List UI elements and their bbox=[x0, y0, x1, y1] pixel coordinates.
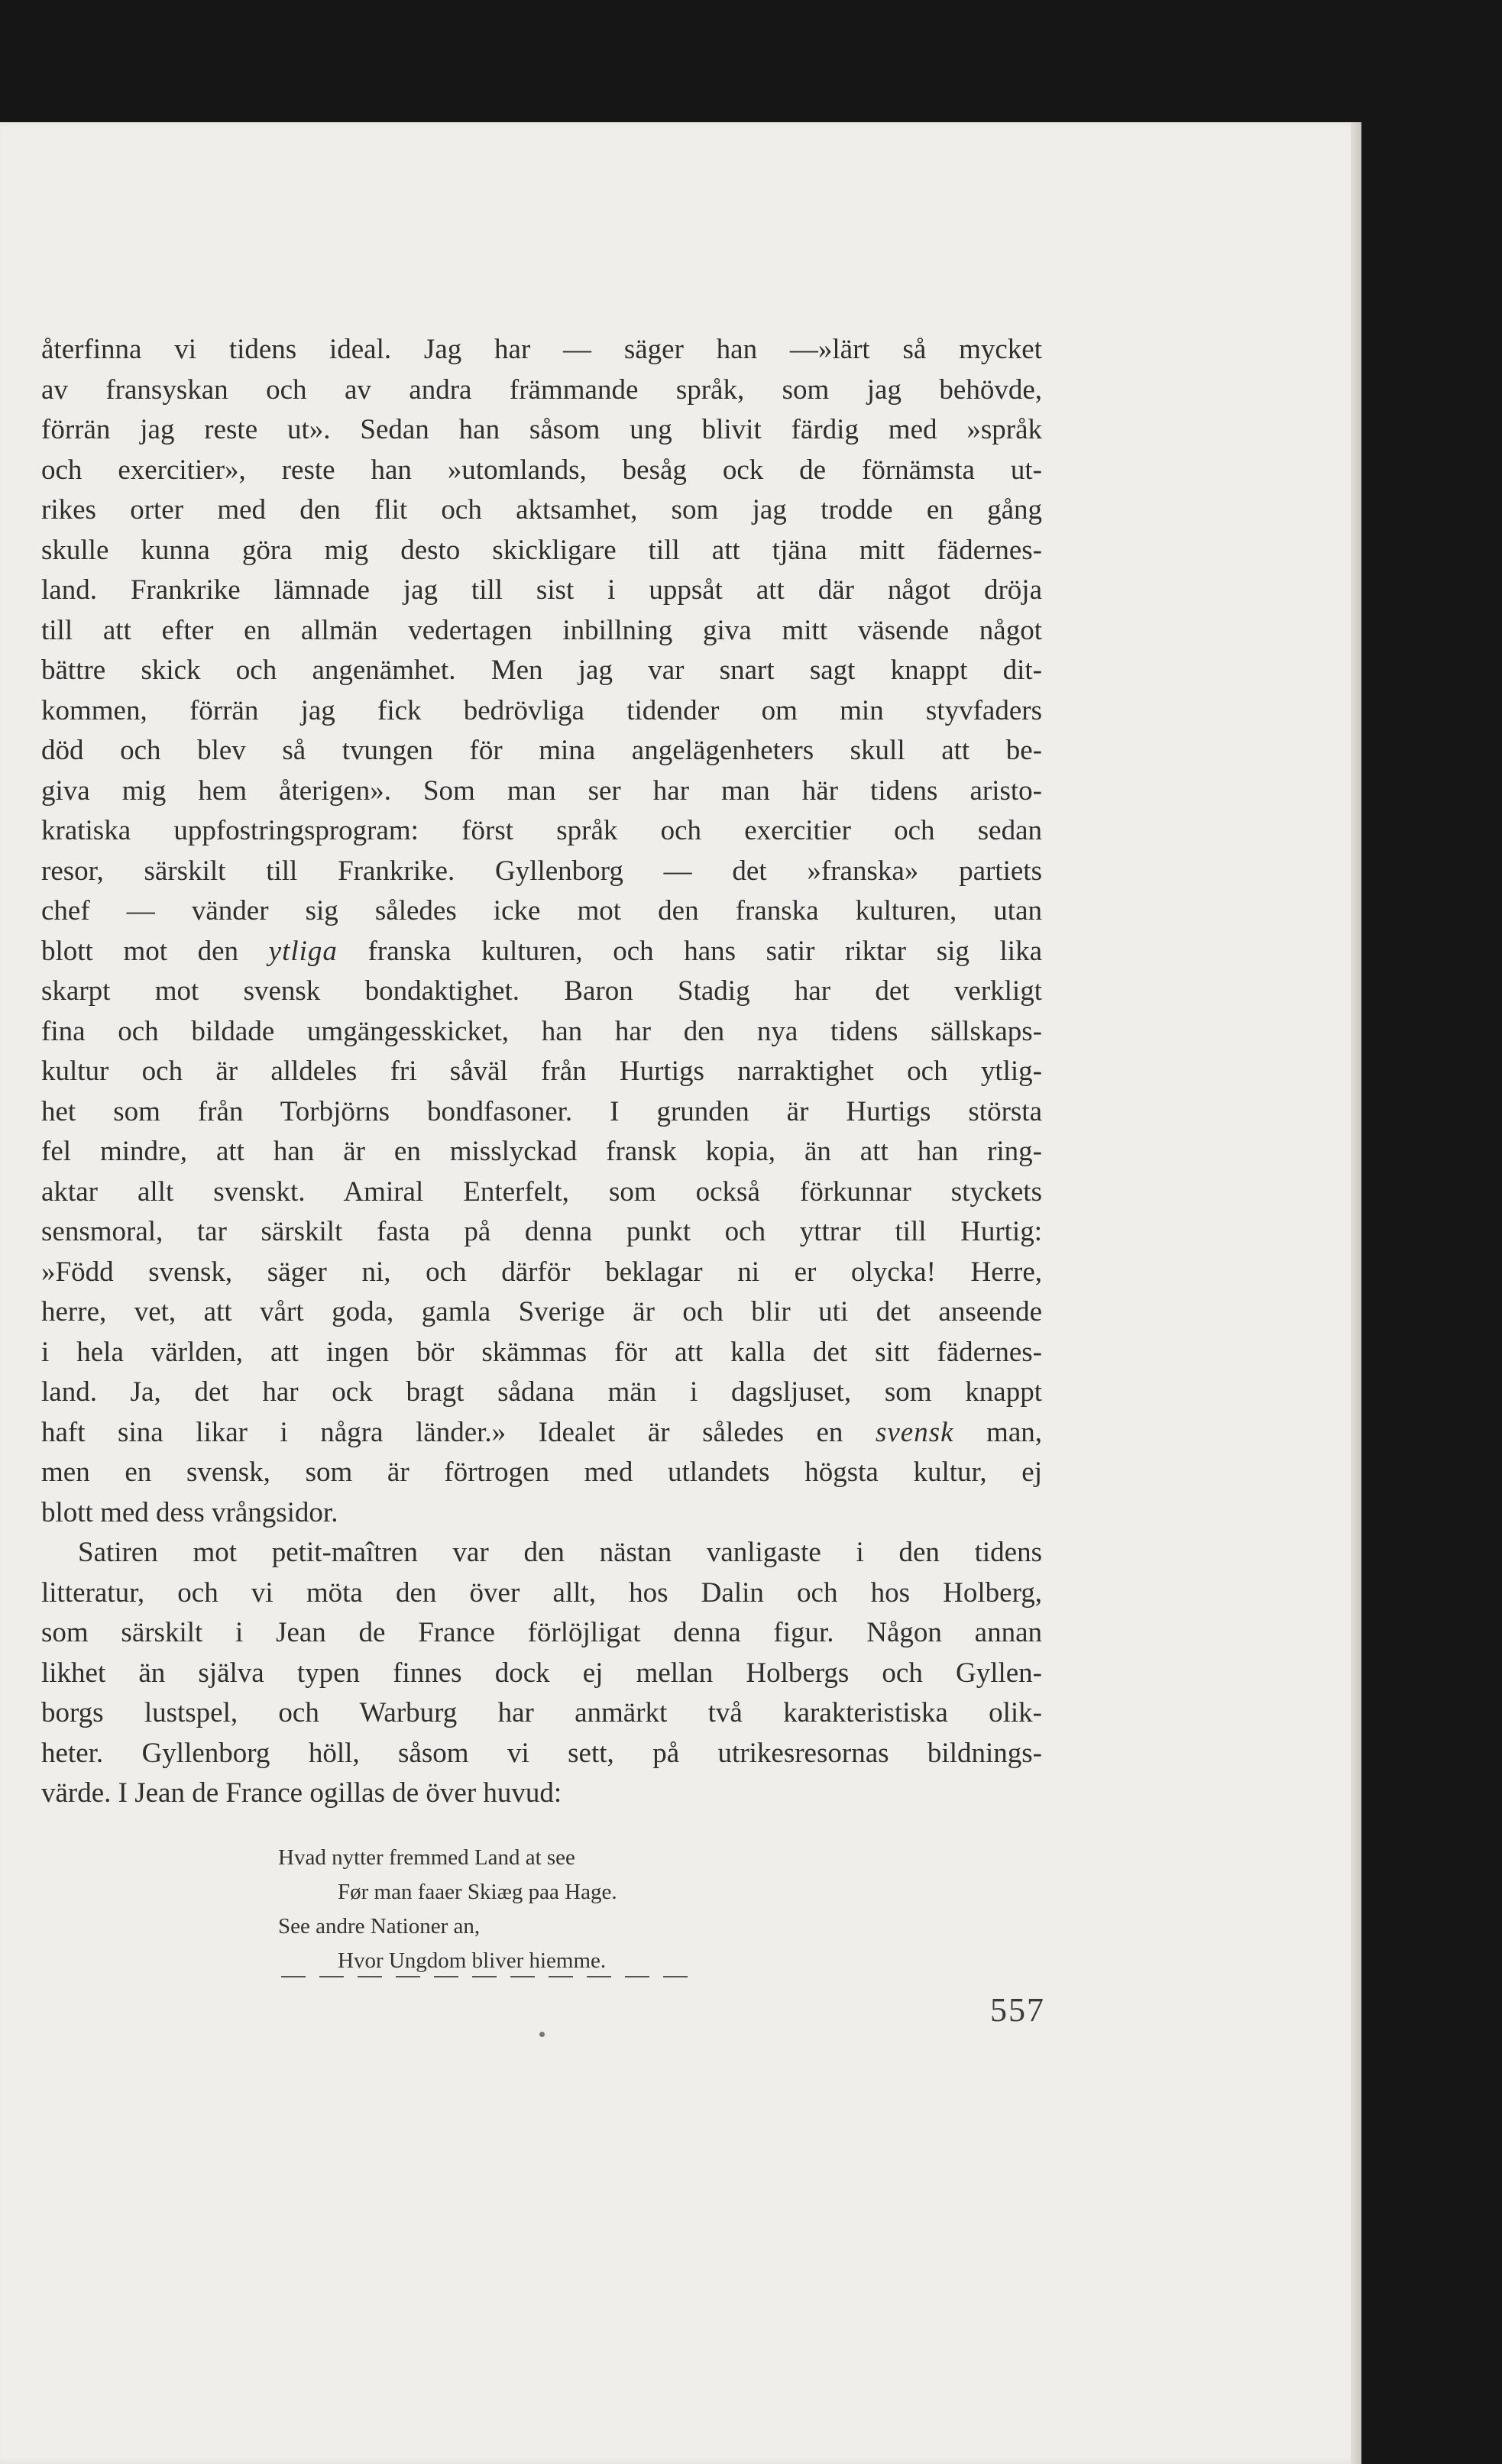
text-line: kultur och är alldeles fri såväl från Hurtigs narraktighet och ytlig- bbox=[41, 1056, 1042, 1087]
body-text bbox=[41, 330, 1042, 1814]
text-line: heter. Gyllenborg höll, såsom vi sett, på utrikesresornas bildnings- bbox=[41, 1737, 1042, 1769]
page-number: 557 bbox=[990, 1991, 1045, 2029]
text-line: resor, särskilt till Frankrike. Gyllenborg — det »franska» partiets bbox=[41, 855, 1042, 887]
text-line: till att efter en allmän vedertagen inbillning giva mitt väsende något bbox=[41, 614, 1042, 646]
text-segment: blott mot den bbox=[41, 935, 269, 967]
text-line: aktar allt svenskt. Amiral Enterfelt, som också förkunnar styckets bbox=[41, 1175, 1042, 1208]
text-line: chef — vänder sig således icke mot den franska kulturen, utan bbox=[41, 895, 1042, 926]
dash bbox=[510, 1976, 535, 1977]
dash bbox=[281, 1976, 306, 1977]
dash bbox=[434, 1976, 458, 1977]
dash bbox=[396, 1976, 420, 1977]
text-line: fel mindre, att han är en misslyckad fransk kopia, än att han ring- bbox=[41, 1136, 1042, 1167]
dash bbox=[358, 1976, 382, 1977]
text-line: borgs lustspel, och Warburg har anmärkt två karakteristiska olik- bbox=[41, 1697, 1042, 1728]
verse-line: See andre Nationer an, bbox=[278, 1914, 481, 1939]
text-line: skulle kunna göra mig desto skickligare till att tjäna mitt fädernes- bbox=[41, 534, 1042, 566]
text-line: sensmoral, tar särskilt fasta på denna punkt och yttrar till Hurtig: bbox=[41, 1216, 1042, 1247]
verse-line: Hvor Ungdom bliver hiemme. bbox=[338, 1948, 607, 1973]
text-line: herre, vet, att vårt goda, gamla Sverige är och blir uti det anseende bbox=[41, 1296, 1042, 1327]
text-segment: haft sina likar i några länder.» Idealet är således en bbox=[41, 1416, 876, 1448]
text-line: likhet än själva typen finnes dock ej mellan Holbergs och Gyllen- bbox=[41, 1657, 1042, 1689]
text-line: kratiska uppfostringsprogram: först språk och exercitier och sedan bbox=[41, 815, 1042, 846]
text-line: bättre skick och angenämhet. Men jag var snart sagt knappt dit- bbox=[41, 655, 1042, 686]
text-line: land. Frankrike lämnade jag till sist i uppsåt att där något dröja bbox=[41, 574, 1042, 606]
text-line: och exercitier», reste han »utomlands, besåg ock de förnämsta ut- bbox=[41, 454, 1042, 486]
dash bbox=[549, 1976, 573, 1977]
dash bbox=[625, 1976, 649, 1977]
text-segment: franska kulturen, och hans satir riktar sig lika bbox=[337, 935, 1043, 967]
text-line: Satiren mot petit-maîtren var den nästan vanligaste i den tidens bbox=[78, 1537, 1042, 1568]
verse-quote bbox=[278, 1841, 859, 1978]
text-line: land. Ja, det har ock bragt sådana män i dagsljuset, som knappt bbox=[41, 1376, 1042, 1408]
text-line: blott med dess vrångsidor. bbox=[41, 1496, 338, 1528]
dash bbox=[319, 1976, 344, 1977]
text-line: fina och bildade umgängesskicket, han har den nya tidens sällskaps- bbox=[41, 1015, 1042, 1047]
text-line: men en svensk, som är förtrogen med utlandets högsta kultur, ej bbox=[41, 1457, 1042, 1488]
dash-divider bbox=[281, 1972, 709, 1981]
ink-dot bbox=[539, 2032, 545, 2037]
verse-line: Før man faaer Skiæg paa Hage. bbox=[338, 1880, 617, 1904]
text-segment: man, bbox=[953, 1416, 1043, 1448]
text-line: skarpt mot svensk bondaktighet. Baron Stadig har det verkligt bbox=[41, 975, 1042, 1007]
dash bbox=[472, 1976, 497, 1977]
text-line: förrän jag reste ut». Sedan han såsom ung blivit färdig med »språk bbox=[41, 414, 1042, 445]
text-line: i hela världen, att ingen bör skämmas för att kalla det sitt fädernes- bbox=[41, 1336, 1042, 1368]
italic-word: ytliga bbox=[268, 935, 338, 967]
dash bbox=[587, 1976, 611, 1977]
text-line: het som från Torbjörns bondfasoner. I grunden är Hurtigs största bbox=[41, 1095, 1042, 1127]
text-line: giva mig hem återigen». Som man ser har man här tidens aristo- bbox=[41, 774, 1042, 807]
page-edge bbox=[1351, 122, 1361, 2464]
text-line-ytliga bbox=[41, 932, 1042, 972]
text-line: »Född svensk, säger ni, och därför beklagar ni er olycka! Herre, bbox=[41, 1256, 1042, 1288]
text-line: kommen, förrän jag fick bedrövliga tidender om min styvfaders bbox=[41, 694, 1042, 726]
text-line: återfinna vi tidens ideal. Jag har — säger han —»lärt så mycket bbox=[41, 334, 1042, 365]
text-line: av fransyskan och av andra främmande språk, som jag behövde, bbox=[41, 373, 1042, 406]
text-line-svensk bbox=[41, 1413, 1042, 1454]
verse-line: Hvad nytter fremmed Land at see bbox=[278, 1845, 575, 1870]
dash bbox=[663, 1976, 688, 1977]
text-line: död och blev så tvungen för mina angelägenheters skull att be- bbox=[41, 735, 1042, 766]
text-line: litteratur, och vi möta den över allt, hos Dalin och hos Holberg, bbox=[41, 1576, 1042, 1609]
text-line: värde. I Jean de France ogillas de över huvud: bbox=[41, 1777, 562, 1809]
text-line: rikes orter med den flit och aktsamhet, som jag trodde en gång bbox=[41, 494, 1042, 525]
text-line: som särskilt i Jean de France förlöjligat denna figur. Någon annan bbox=[41, 1617, 1042, 1648]
italic-word: svensk bbox=[875, 1416, 954, 1448]
